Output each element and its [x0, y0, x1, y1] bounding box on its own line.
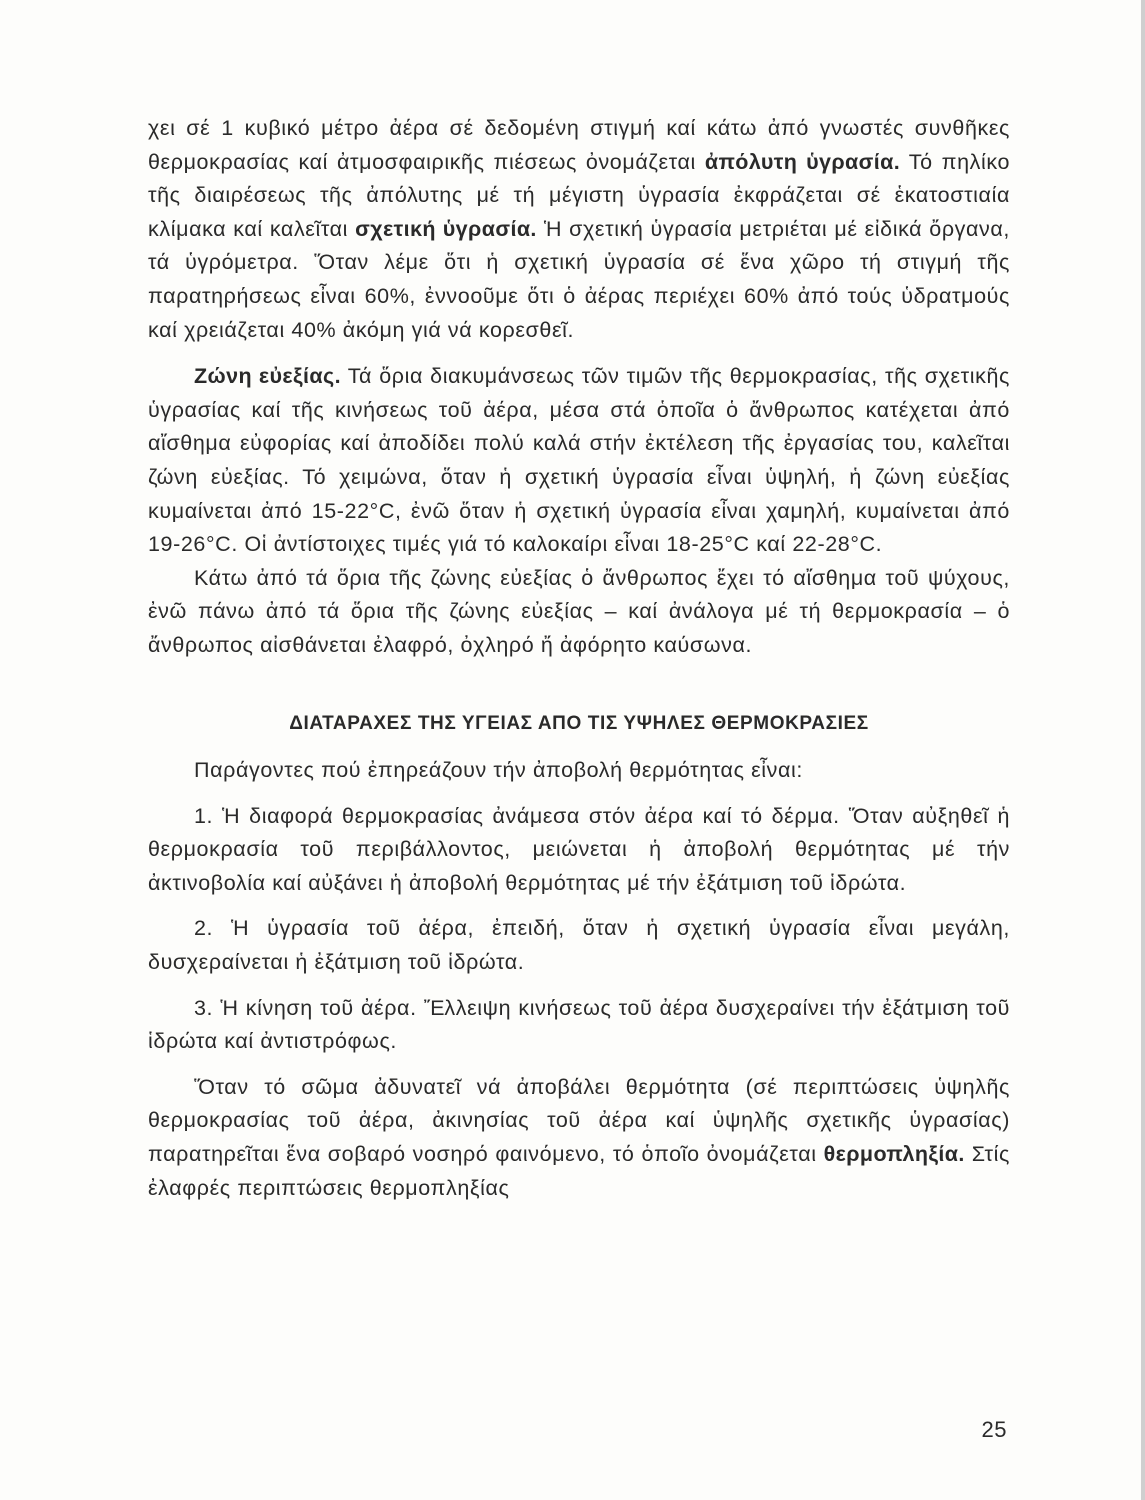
- paragraph-comfort-zone: [148, 360, 1010, 562]
- term-heatstroke: θερμοπληξία.: [823, 1142, 965, 1167]
- scan-edge: [1141, 0, 1145, 1500]
- list-item-air-humidity: 2. Ἡ ὑγρασία τοῦ ἀέρα, ἐπειδή, ὅταν ἡ σχετική ὑγρασία εἶναι μεγάλη, δυσχεραίνεται ἡ ἐξάτμιση τοῦ ἱδρώτα.: [148, 916, 1010, 975]
- humidity-text-3: Ἡ σχετική ὑγρασία μετριέται μέ εἰδικά ὄργανα, τά ὑγρόμετρα. Ὅταν λέμε ὅτι ἡ σχετική ὑγρασία σέ ἕνα χῶρο τή στιγμή τῆς παρατηρήσεως εἶναι 60%, ἐννοοῦμε ὅτι ὁ ἀέρας περιέχει 60% ἀπό τούς ὑδρατμούς καί χρειάζεται 40% ἀκόμη γιά νά κορεσθεῖ.: [148, 216, 1010, 342]
- page-body: [148, 112, 1010, 1205]
- section-heading: ΔΙΑΤΑΡΑΧΕΣ ΤΗΣ ΥΓΕΙΑΣ ΑΠΟ ΤΙΣ ΥΨΗΛΕΣ ΘΕΡΜΟΚΡΑΣΙΕΣ: [289, 712, 869, 734]
- comfort-zone-text: Τά ὅρια διακυμάνσεως τῶν τιμῶν τῆς θερμοκρασίας, τῆς σχετικῆς ὑγρασίας καί τῆς κινήσεως τοῦ ἀέρα, μέσα στά ὁποῖα ὁ ἄνθρωπος κατέχεται ἀπό αἴσθημα εὐφορίας καί ἀποδίδει πολύ καλά στήν ἐκτέλεση τῆς ἐργασίας του, καλεῖται ζώνη εὐεξίας. Τό χειμώνα, ὅταν ἡ σχετική ὑγρασία εἶναι ὑψηλή, ἡ ζώνη εὐεξίας κυμαίνεται ἀπό 15-22°C, ἐνῶ ὅταν ἡ σχετική ὑγρασία εἶναι χαμηλή, κυμαίνεται ἀπό 19-26°C. Οἱ ἀντίστοιχες τιμές γιά τό καλοκαίρι εἶναι 18-25°C καί 22-28°C.: [148, 364, 1010, 557]
- page-number: 25: [981, 1417, 1007, 1442]
- paragraph-humidity: [148, 112, 1010, 347]
- humidity-text-2: Τό πηλίκο τῆς διαιρέσεως τῆς ἀπόλυτης μέ τή μέγιστη ὑγρασία ἐκφράζεται σέ ἑκατοστιαία κλίμακα καί καλεῖται: [148, 149, 1011, 241]
- paragraph-heatstroke: [148, 1071, 1010, 1205]
- term-absolute-humidity: ἀπόλυτη ὑγρασία.: [704, 149, 901, 174]
- paragraph-factors-intro: Παράγοντες πού ἐπηρεάζουν τήν ἀποβολή θερμότητας εἶναι:: [194, 758, 803, 783]
- list-item-temperature-difference: 1. Ἡ διαφορά θερμοκρασίας ἀνάμεσα στόν ἀέρα καί τό δέρμα. Ὅταν αὐξηθεῖ ἡ θερμοκρασία τοῦ περιβάλλοντος, μειώνεται ἡ ἀποβολή θερμότητας μέ τήν ἀκτινοβολία καί αὐξάνει ἡ ἀποβολή θερμότητας μέ τήν ἐξάτμιση τοῦ ἱδρώτα.: [148, 803, 1010, 895]
- term-relative-humidity: σχετική ὑγρασία.: [355, 216, 537, 241]
- humidity-text-1: χει σέ 1 κυβικό μέτρο ἀέρα σέ δεδομένη στιγμή καί κάτω ἀπό γνωστές συνθῆκες θερμοκρασίας καί ἀτμοσφαιρικῆς πιέσεως ὀνομάζεται: [148, 116, 1010, 174]
- paragraph-heat-sensation: Κάτω ἀπό τά ὅρια τῆς ζώνης εὐεξίας ὁ ἄνθρωπος ἔχει τό αἴσθημα τοῦ ψύχους, ἐνῶ πάνω ἀπό τά ὅρια τῆς ζώνης εὐεξίας – καί ἀνάλογα μέ τή θερμοκρασία – ὁ ἄνθρωπος αἰσθάνεται ἐλαφρό, ὀχληρό ἤ ἀφόρητο καύσωνα.: [148, 565, 1010, 657]
- term-comfort-zone: Ζώνη εὐεξίας.: [194, 364, 341, 389]
- heatstroke-text-2: Στίς ἐλαφρές περιπτώσεις θερμοπληξίας: [148, 1142, 1010, 1200]
- list-item-air-movement: 3. Ἡ κίνηση τοῦ ἀέρα. Ἔλλειψη κινήσεως τοῦ ἀέρα δυσχεραίνει τήν ἐξάτμιση τοῦ ἱδρώτα καί ἀντιστρόφως.: [148, 995, 1010, 1054]
- heatstroke-text-1: Ὅταν τό σῶμα ἀδυνατεῖ νά ἀποβάλει θερμότητα (σέ περιπτώσεις ὑψηλῆς θερμοκρασίας τοῦ ἀέρα, ἀκινησίας τοῦ ἀέρα καί ὑψηλῆς σχετικῆς ὑγρασίας) παρατηρεῖται ἕνα σοβαρό νοσηρό φαινόμενο, τό ὁποῖο ὀνομάζεται: [148, 1074, 1010, 1167]
